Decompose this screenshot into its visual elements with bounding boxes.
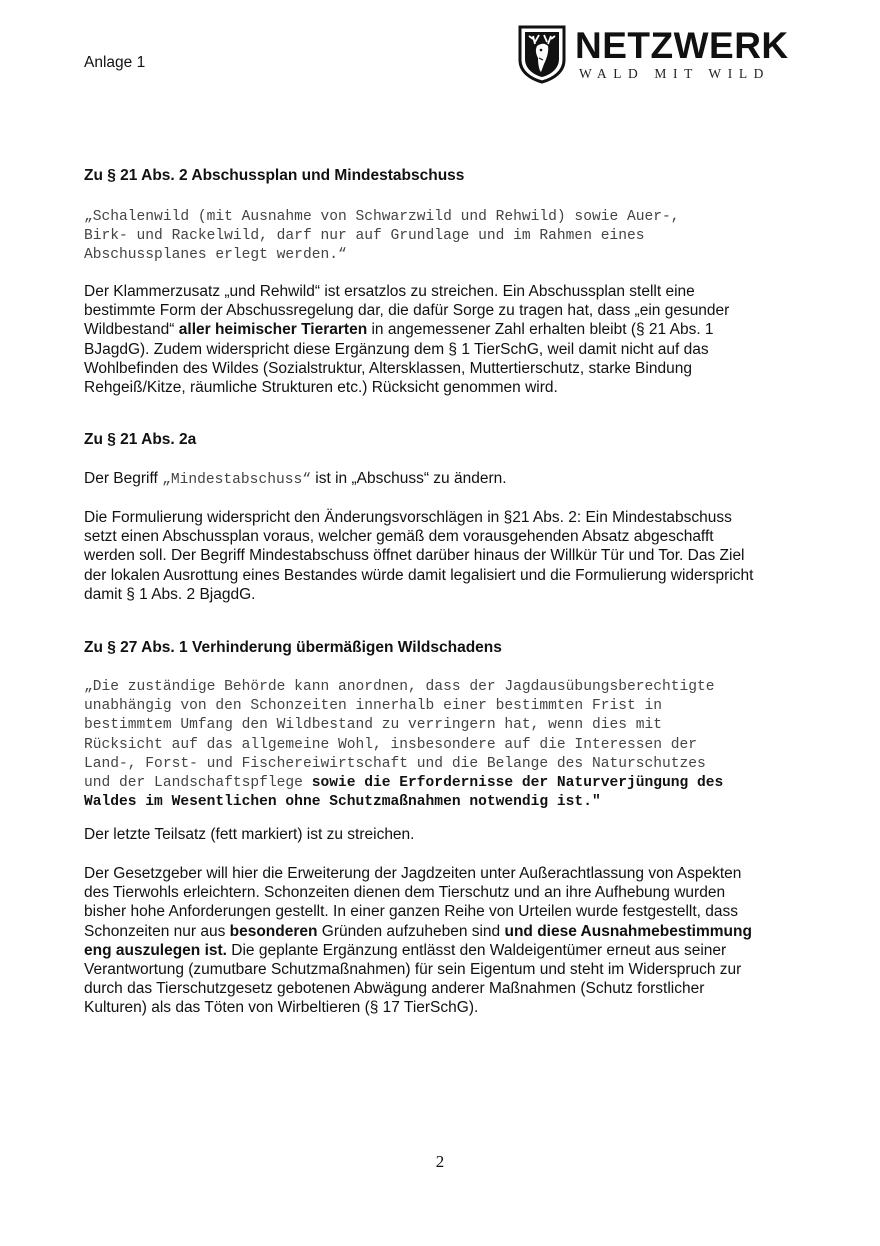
text-line: Der Gesetzgeber will hier die Erweiterung der Jagdzeiten unter Außerachtlassung von Aspekten xyxy=(84,865,742,882)
quote-line: „Schalenwild (mit Ausnahme von Schwarzwild und Rehwild) sowie Auer-, xyxy=(84,209,680,225)
logo-title: NETZWERK xyxy=(575,25,789,66)
text-line: des Tierwohls erleichtern. Schonzeiten dienen dem Tierschutz und an ihre Aufhebung wurden xyxy=(84,884,726,902)
deletion-note xyxy=(84,825,800,844)
bold-text: besonderen xyxy=(229,922,318,940)
netzwerk-logo xyxy=(517,24,797,86)
section-heading: Zu § 27 Abs. 1 Verhinderung übermäßigen Wildschadens xyxy=(84,639,502,656)
commentary-paragraph xyxy=(84,282,800,397)
text-run: Wildbestand“ xyxy=(84,321,179,339)
text-run: Die geplante Ergänzung entlässt den Waldeigentümer erneut aus seiner xyxy=(226,941,727,959)
text-line: werden soll. Der Begriff Mindestabschuss öffnet darüber hinaus der Willkür Tür und Tor. Das Ziel xyxy=(84,547,745,565)
commentary-paragraph xyxy=(84,508,800,604)
text-line: Rehgeiß/Kitze, räumliche Strukturen etc.) Rücksicht genommen wird. xyxy=(84,379,558,397)
page-number: 2 xyxy=(435,1152,445,1171)
text-run: ist in „Abschuss“ zu ändern. xyxy=(311,470,507,487)
quote-line: Abschussplanes erlegt werden.“ xyxy=(84,247,347,264)
text-line: setzt einen Abschussplan voraus, welcher gemäß dem vorausgehenden Absatz abgeschafft xyxy=(84,528,714,546)
text-line: Kulturen) als das Töten von Wirbeltieren (§ 17 TierSchG). xyxy=(84,999,479,1017)
bold-text: sowie die Erfordernisse der Naturverjüngung des xyxy=(311,775,724,792)
section-heading: Zu § 21 Abs. 2 Abschussplan und Mindestabschuss xyxy=(84,167,465,184)
text-run: Der Begriff xyxy=(84,470,163,487)
text-line: damit § 1 Abs. 2 BjagdG. xyxy=(84,585,256,603)
text-line: bestimmte Form der Abschussregelung dar, die dafür Sorge zu tragen hat, dass „ein gesunder xyxy=(84,302,730,320)
quote-line: Birk- und Rackelwild, darf nur auf Grundlage und im Rahmen eines xyxy=(84,228,645,245)
text-line: BJagdG). Zudem widerspricht diese Ergänzung dem § 1 TierSchG, weil damit nicht auf das xyxy=(84,340,709,358)
text-line: durch das Tierschutzgesetz gebotenen Abwägung anderer Maßnahmen (Schutz forstlicher xyxy=(84,980,705,998)
text-line xyxy=(84,922,800,941)
quote-line: bestimmtem Umfang den Wildbestand zu verringern hat, wenn dies mit xyxy=(84,717,663,734)
text-run: in angemessener Zahl erhalten bleibt (§ 21 Abs. 1 xyxy=(367,321,714,339)
bold-text: und diese Ausnahmebestimmung xyxy=(504,922,752,940)
text-line xyxy=(84,469,800,490)
change-statement xyxy=(84,469,800,490)
section-21-abs-2a xyxy=(84,430,800,449)
quote-line: „Die zuständige Behörde kann anordnen, dass der Jagdausübungsberechtigte xyxy=(84,679,715,695)
bold-text: aller heimischer Tierarten xyxy=(178,321,368,339)
law-quote xyxy=(84,678,800,812)
section-heading: Zu § 21 Abs. 2a xyxy=(84,431,197,448)
annex-label: Anlage 1 xyxy=(84,54,146,71)
section-27-abs-1 xyxy=(84,638,800,657)
text-line: Der letzte Teilsatz (fett markiert) ist zu streichen. xyxy=(84,826,415,843)
quote-line: unabhängig von den Schonzeiten innerhalb einer bestimmten Frist in xyxy=(84,698,663,715)
quote-line xyxy=(84,774,800,793)
quote-line: Land-, Forst- und Fischereiwirtschaft und die Belange des Naturschutzes xyxy=(84,755,706,772)
text-line: Die Formulierung widerspricht den Änderungsvorschlägen in §21 Abs. 2: Ein Mindestabschuss xyxy=(84,509,732,526)
legal-term: „Mindestabschuss“ xyxy=(162,472,311,488)
quote-line xyxy=(84,793,800,812)
commentary-paragraph xyxy=(84,864,800,1018)
bold-text: Waldes im Wesentlichen ohne Schutzmaßnahmen notwendig ist." xyxy=(84,794,601,811)
text-run: Schonzeiten nur aus xyxy=(84,922,230,940)
quote-line: Rücksicht auf das allgemeine Wohl, insbesondere auf die Interessen der xyxy=(84,736,698,753)
bold-text: eng auszulegen ist. xyxy=(84,941,227,959)
text-run: und der Landschaftspflege xyxy=(84,775,312,792)
text-line: der lokalen Ausrottung eines Bestandes würde damit legalisiert und die Formulierung widerspricht xyxy=(84,566,754,584)
logo-subtitle: WALD MIT WILD xyxy=(579,66,771,81)
text-line: Verantwortung (zumutbare Schutzmaßnahmen) für sein Eigentum und steht im Widerspruch zur xyxy=(84,961,742,979)
text-line xyxy=(84,941,800,960)
deer-head-shield-icon xyxy=(517,24,567,84)
text-line: bisher hohe Anforderungen gestellt. In einer ganzen Reihe von Urteilen wurde festgestellt, dass xyxy=(84,903,738,921)
section-21-abs-2 xyxy=(84,166,800,185)
law-quote xyxy=(84,208,800,266)
text-line: Wohlbefinden des Wildes (Sozialstruktur, Altersklassen, Muttertierschutz, starke Bindung xyxy=(84,359,692,377)
text-line: Der Klammerzusatz „und Rehwild“ ist ersatzlos zu streichen. Ein Abschussplan stellt eine xyxy=(84,283,695,300)
text-run: Gründen aufzuheben sind xyxy=(317,922,505,940)
text-line xyxy=(84,320,800,339)
